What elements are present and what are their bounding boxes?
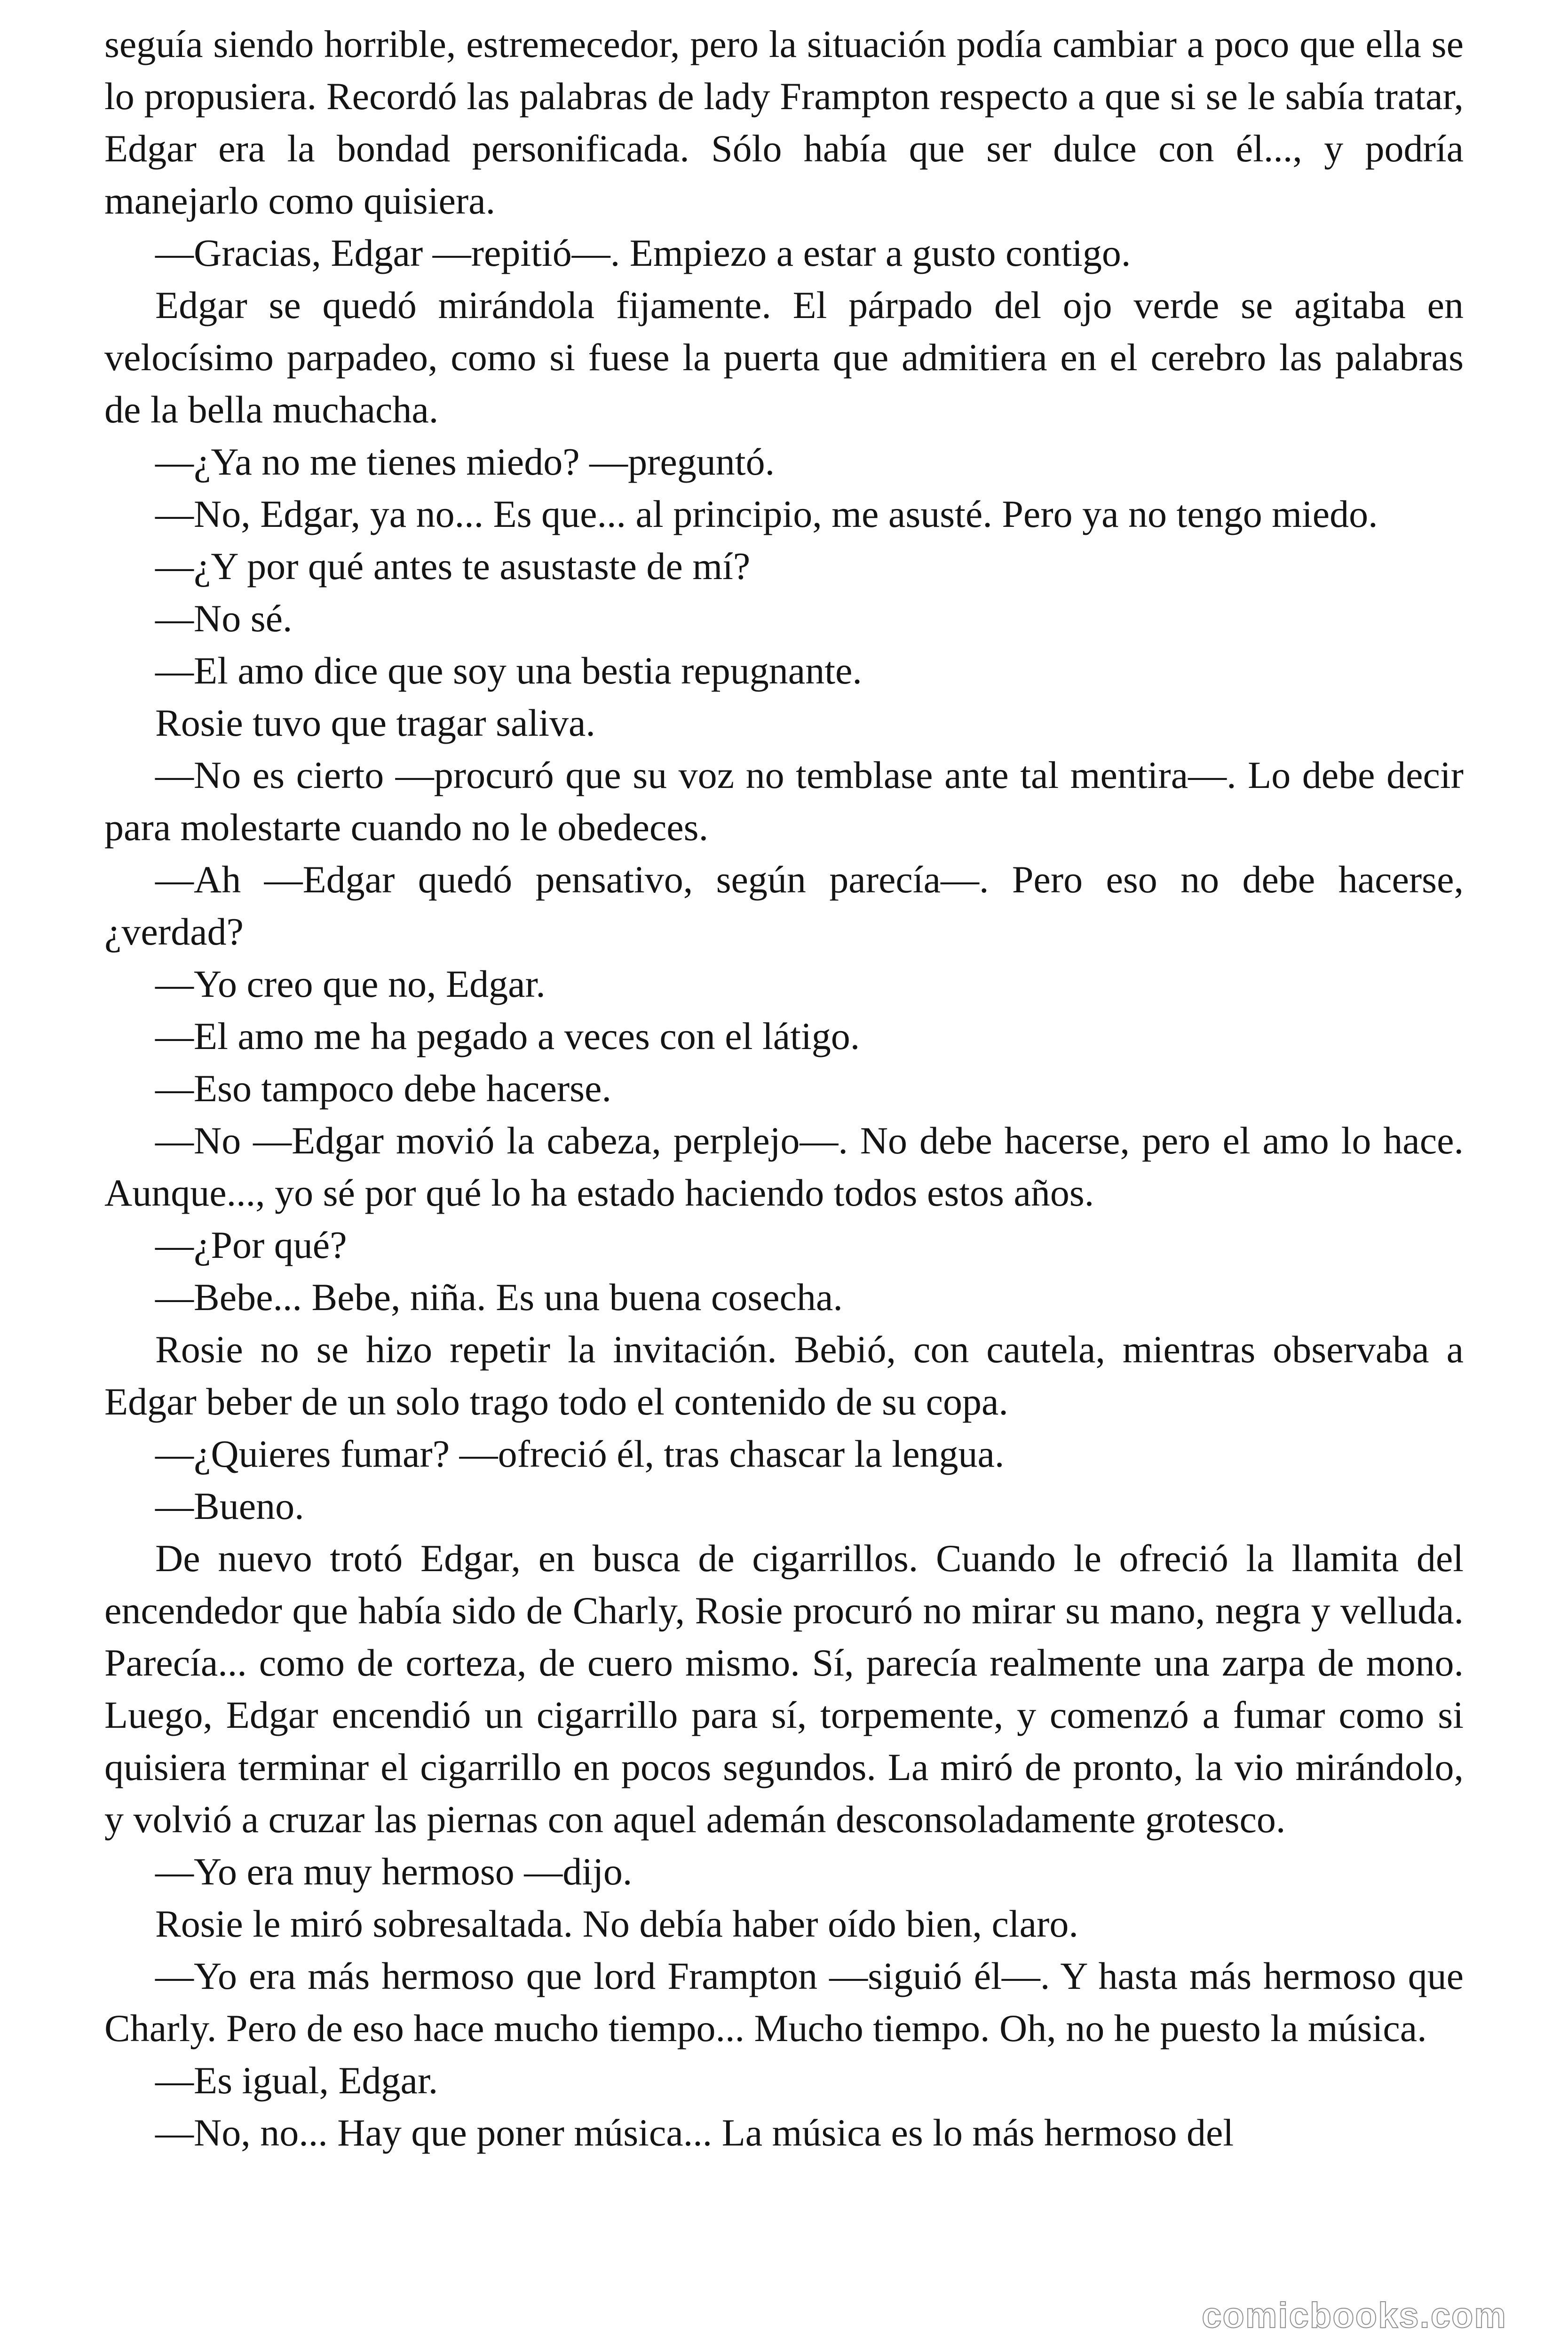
paragraph: Rosie le miró sobresaltada. No debía haber oído bien, claro. bbox=[155, 1902, 1078, 1945]
paragraph: Edgar se quedó mirándola fijamente. El párpado del ojo verde se agitaba en velocísimo parpadeo, como si fuese la puerta que admitiera en el cerebro las palabras de la bella muchacha. bbox=[104, 284, 1464, 431]
paragraph: —No, Edgar, ya no... Es que... al principio, me asusté. Pero ya no tengo miedo. bbox=[155, 493, 1378, 535]
paragraph: —No es cierto —procuró que su voz no temblase ante tal mentira—. Lo debe decir para molestarte cuando no le obedeces. bbox=[104, 754, 1464, 849]
paragraph: —No sé. bbox=[155, 597, 293, 640]
paragraph: —No, no... Hay que poner música... La música es lo más hermoso del bbox=[155, 2111, 1234, 2154]
paragraph: —No —Edgar movió la cabeza, perplejo—. No debe hacerse, pero el amo lo hace. Aunque..., yo sé por qué lo ha estado haciendo todos estos años. bbox=[104, 1119, 1464, 1214]
paragraph: —Yo creo que no, Edgar. bbox=[155, 962, 546, 1005]
paragraph: —Yo era muy hermoso —dijo. bbox=[155, 1850, 633, 1893]
paragraph: —El amo me ha pegado a veces con el látigo. bbox=[155, 1015, 860, 1057]
paragraph: —Yo era más hermoso que lord Frampton —siguió él—. Y hasta más hermoso que Charly. Pero de eso hace mucho tiempo... Mucho tiempo. Oh, no he puesto la música. bbox=[104, 1955, 1464, 2050]
paragraph: —Ah —Edgar quedó pensativo, según parecía—. Pero eso no debe hacerse, ¿verdad? bbox=[104, 858, 1464, 953]
paragraph: —¿Quieres fumar? —ofreció él, tras chascar la lengua. bbox=[155, 1432, 1005, 1475]
paragraph: —¿Ya no me tienes miedo? —preguntó. bbox=[155, 440, 775, 483]
paragraph: —Bueno. bbox=[155, 1485, 304, 1527]
paragraph: —¿Y por qué antes te asustaste de mí? bbox=[155, 545, 751, 588]
paragraph: —Bebe... Bebe, niña. Es una buena cosecha. bbox=[155, 1276, 843, 1319]
page-text bbox=[104, 18, 1464, 2159]
paragraph: Rosie no se hizo repetir la invitación. Bebió, con cautela, mientras observaba a Edgar beber de un solo trago todo el contenido de su copa. bbox=[104, 1328, 1464, 1423]
paragraph: —Es igual, Edgar. bbox=[155, 2059, 438, 2102]
paragraph: seguía siendo horrible, estremecedor, pero la situación podía cambiar a poco que ella se lo propusiera. Recordó las palabras de lady Frampton respecto a que si se le sabía tratar, Edgar era la bondad personificada. Sólo había que ser dulce con él..., y podría manejarlo como quisiera. bbox=[104, 23, 1464, 222]
paragraph: —Eso tampoco debe hacerse. bbox=[155, 1067, 611, 1110]
paragraph: —El amo dice que soy una bestia repugnante. bbox=[155, 649, 862, 692]
paragraph: —¿Por qué? bbox=[155, 1224, 347, 1266]
watermark-logo: comicbooks.com bbox=[1202, 2296, 1507, 2336]
paragraph: De nuevo trotó Edgar, en busca de cigarrillos. Cuando le ofreció la llamita del encendedor que había sido de Charly, Rosie procuró no mirar su mano, negra y velluda. Parecía... como de corteza, de cuero mismo. Sí, parecía realmente una zarpa de mono. Luego, Edgar encendió un cigarrillo para sí, torpemente, y comenzó a fumar como si quisiera terminar el cigarrillo en pocos segundos. La miró de pronto, la vio mirándolo, y volvió a cruzar las piernas con aquel ademán desconsoladamente grotesco. bbox=[104, 1537, 1464, 1841]
paragraph: —Gracias, Edgar —repitió—. Empiezo a estar a gusto contigo. bbox=[155, 231, 1131, 274]
paragraph: Rosie tuvo que tragar saliva. bbox=[155, 701, 595, 744]
